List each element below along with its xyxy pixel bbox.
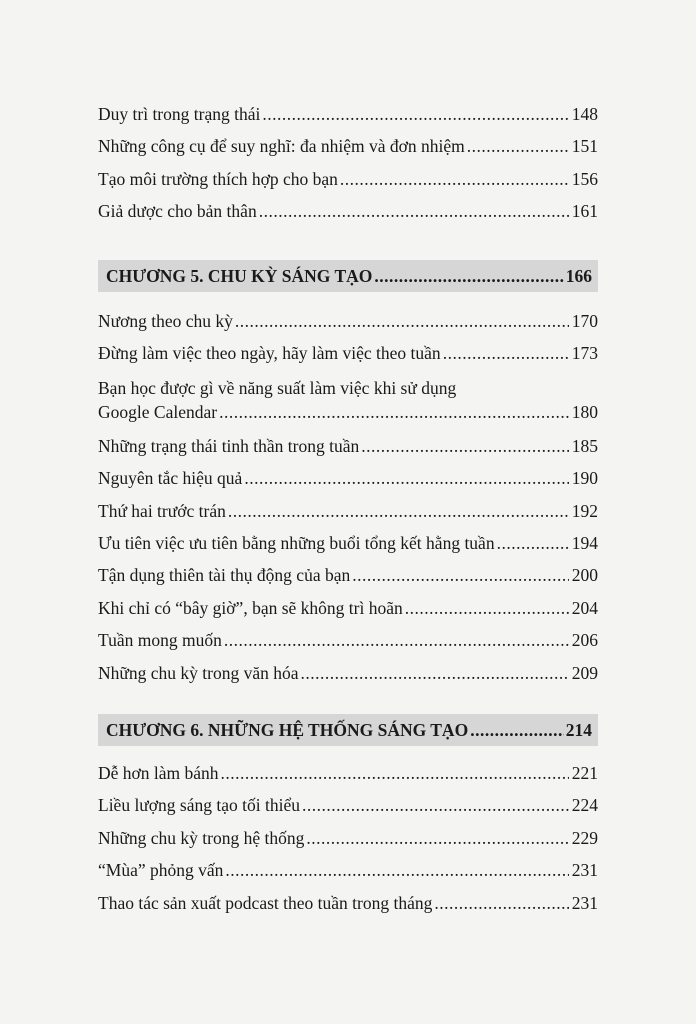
toc-entry	[98, 624, 598, 656]
leader-dots	[352, 559, 569, 591]
leader-dots	[259, 195, 569, 227]
leader-dots	[340, 163, 569, 195]
leader-dots	[228, 495, 569, 527]
toc-entry-page: 156	[571, 168, 598, 189]
toc-entry-page: 200	[571, 565, 598, 586]
toc-entry-title: “Mùa” phỏng vấn	[98, 860, 224, 881]
toc-entry-title: Duy trì trong trạng thái	[98, 104, 261, 124]
toc-entry-page: 161	[571, 201, 598, 222]
toc-entry	[98, 130, 598, 162]
toc-entry-title: Thao tác sản xuất podcast theo tuần trong tháng	[98, 892, 433, 913]
toc-entry-page: 151	[571, 136, 598, 157]
leader-dots	[219, 400, 569, 424]
toc-entry	[98, 495, 598, 527]
toc-entry-title: Đừng làm việc theo ngày, hãy làm việc theo tuần	[98, 343, 441, 364]
toc-entry-title: Bạn học được gì về năng suất làm việc khi sử dụng	[98, 377, 457, 398]
leader-dots	[224, 624, 569, 656]
toc-entry-title: Thứ hai trước trán	[98, 500, 226, 521]
leader-dots	[225, 854, 568, 886]
toc-section	[98, 305, 598, 689]
toc-entry-title: Dễ hơn làm bánh	[98, 763, 219, 783]
toc-entry	[98, 592, 598, 624]
leader-dots	[301, 657, 569, 689]
toc-entry-title: Nương theo chu kỳ	[98, 311, 233, 331]
chapter-title: CHƯƠNG 6. NHỮNG HỆ THỐNG SÁNG TẠO	[106, 719, 469, 740]
toc-entry-title: Tận dụng thiên tài thụ động của bạn	[98, 565, 351, 586]
toc-entry-title: Những công cụ để suy nghĩ: đa nhiệm và đơn nhiệm	[98, 136, 465, 157]
leader-dots	[470, 720, 564, 741]
toc-entry-page: 185	[571, 435, 598, 456]
toc-entry	[98, 98, 598, 130]
toc-entry-page: 170	[571, 311, 598, 331]
toc-entry-page: 180	[571, 401, 598, 422]
leader-dots	[244, 462, 568, 494]
chapter-heading	[98, 714, 598, 746]
toc-entry	[98, 370, 598, 424]
toc-entry-title: Những chu kỳ trong hệ thống	[98, 827, 305, 848]
toc-entry	[98, 337, 598, 369]
toc-entry	[98, 789, 598, 821]
toc-entry	[98, 430, 598, 462]
toc-entry	[98, 854, 598, 886]
leader-dots	[443, 337, 569, 369]
toc-entry-title: Tạo môi trường thích hợp cho bạn	[98, 168, 338, 189]
leader-dots	[306, 822, 568, 854]
toc-entry-page: 204	[571, 597, 598, 618]
toc-entry	[98, 757, 598, 789]
toc-entry-title: Giả dược cho bản thân	[98, 201, 257, 222]
toc-entry	[98, 163, 598, 195]
toc-entry-page: 190	[571, 468, 598, 489]
toc-entry-title: Nguyên tắc hiệu quả	[98, 468, 243, 489]
toc-entry-page: 192	[571, 500, 598, 521]
toc-entry-page: 221	[571, 763, 598, 783]
leader-dots	[434, 887, 568, 919]
toc-entry-page: 231	[571, 892, 598, 913]
chapter-page: 214	[565, 719, 592, 740]
toc-entry-title: Liều lượng sáng tạo tối thiểu	[98, 795, 300, 816]
toc-entry-title: Những trạng thái tinh thần trong tuần	[98, 435, 360, 456]
leader-dots	[361, 430, 569, 462]
toc-entry-title: Những chu kỳ trong văn hóa	[98, 662, 299, 683]
leader-dots	[302, 789, 569, 821]
toc-entry-title: Khi chỉ có “bây giờ”, bạn sẽ không trì hoãn	[98, 597, 403, 618]
toc-entry-title: Ưu tiên việc ưu tiên bằng những buổi tổng kết hằng tuần	[98, 532, 495, 553]
toc-entry	[98, 462, 598, 494]
toc-section	[98, 757, 598, 919]
toc-entry	[98, 527, 598, 559]
toc-entry-page: 173	[571, 343, 598, 364]
toc-section	[98, 98, 598, 228]
toc-entry	[98, 305, 598, 337]
toc-entry	[98, 657, 598, 689]
toc-entry-title: Tuần mong muốn	[98, 630, 222, 651]
toc-entry	[98, 887, 598, 919]
toc-entry-page: 231	[571, 860, 598, 881]
leader-dots	[221, 757, 569, 789]
toc-entry-page: 148	[571, 104, 598, 124]
toc-entry	[98, 822, 598, 854]
toc-entry-page: 224	[571, 795, 598, 816]
toc-entry-page: 206	[571, 630, 598, 651]
toc-entry	[98, 195, 598, 227]
leader-dots	[467, 130, 569, 162]
chapter-page: 166	[565, 265, 592, 286]
toc-entry-page: 194	[571, 532, 598, 553]
chapter-heading	[98, 260, 598, 292]
toc-entry-title-continued: Google Calendar	[98, 401, 218, 422]
leader-dots	[235, 305, 569, 337]
leader-dots	[405, 592, 569, 624]
toc-entry	[98, 559, 598, 591]
toc-entry-page: 229	[571, 827, 598, 848]
chapter-title: CHƯƠNG 5. CHU KỲ SÁNG TẠO	[106, 265, 373, 286]
toc-entry-page: 209	[571, 662, 598, 683]
leader-dots	[497, 527, 569, 559]
leader-dots	[374, 266, 563, 287]
leader-dots	[262, 98, 568, 130]
